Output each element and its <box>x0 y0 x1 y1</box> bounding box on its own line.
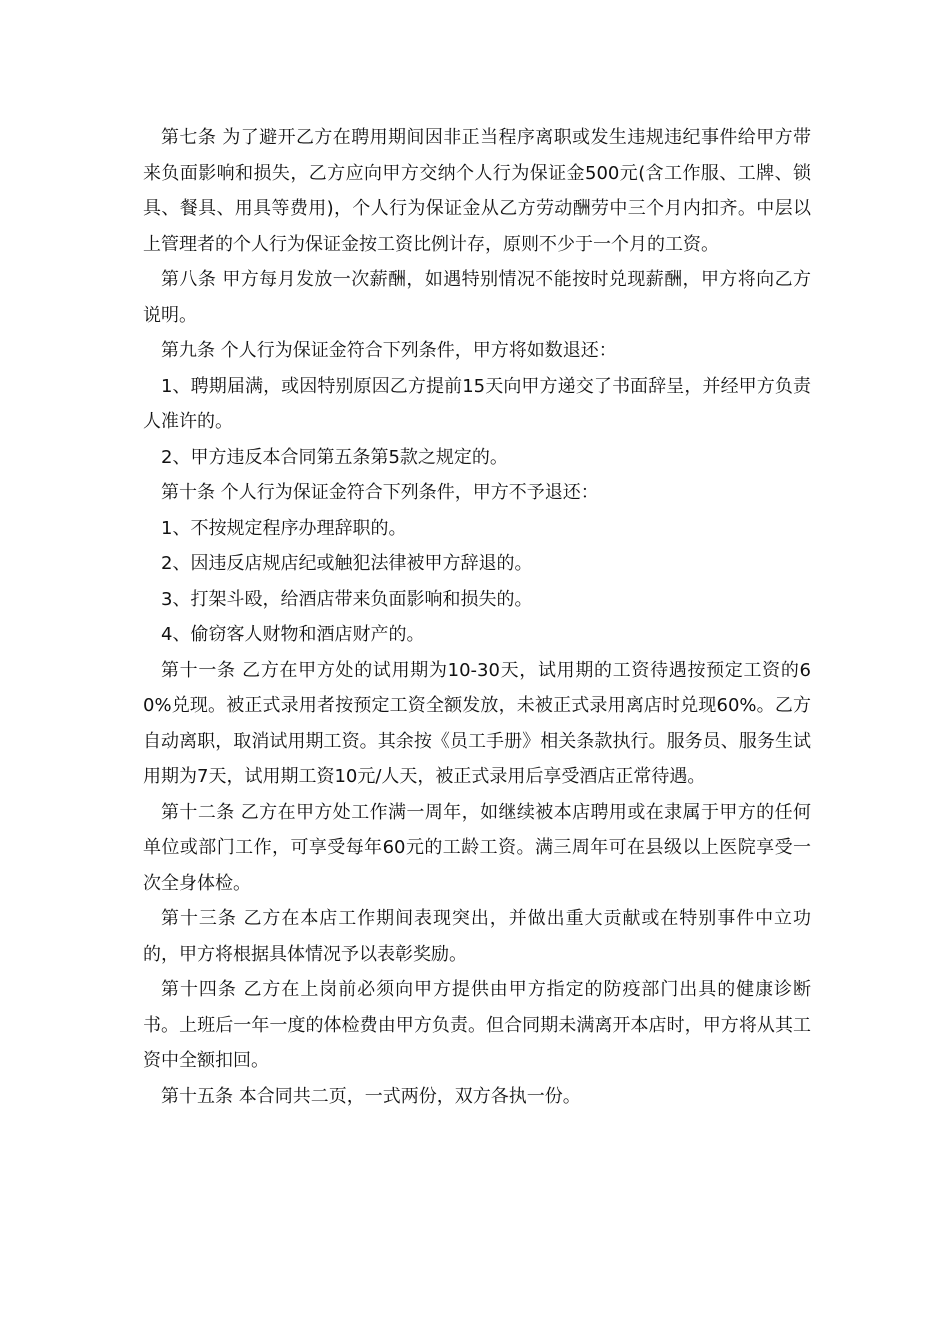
clause-10: 第十条 个人行为保证金符合下列条件，甲方不予退还： <box>161 482 599 503</box>
clause-11: 第十一条 乙方在甲方处的试用期为10-30天，试用期的工资待遇按预定工资的60%兑现。被正式录用者按预定工资全额发放，未被正式录用离店时兑现60%。乙方自动离职，取消试用期工资。其余按《员工手册》相关条款执行。服务员、服务生试用期为7天，试用期工资10元/人天，被正式录用后享受酒店正常待遇。 <box>143 659 811 787</box>
clause-8: 第八条 甲方每月发放一次薪酬，如遇特别情况不能按时兑现薪酬，甲方将向乙方说明。 <box>143 269 811 326</box>
clause-10-item-3: 3、打架斗殴，给酒店带来负面影响和损失的。 <box>161 588 533 610</box>
clause-10-item-4: 4、偷窃客人财物和酒店财产的。 <box>161 624 425 645</box>
contract-body <box>143 120 811 1114</box>
clause-10-item-1: 1、不按规定程序办理辞职的。 <box>161 517 407 539</box>
clause-14: 第十四条 乙方在上岗前必须向甲方提供由甲方指定的防疫部门出具的健康诊断书。上班后一年一度的体检费由甲方负责。但合同期未满离开本店时，甲方将从其工资中全额扣回。 <box>143 979 811 1071</box>
clause-9-item-2: 2、甲方违反本合同第五条第5款之规定的。 <box>161 446 508 468</box>
clause-7: 第七条 为了避开乙方在聘用期间因非正当程序离职或发生违规违纪事件给甲方带来负面影响和损失，乙方应向甲方交纳个人行为保证金500元(含工作服、工牌、锁具、餐具、用具等费用)，个人行为保证金从乙方劳动酬劳中三个月内扣齐。中层以上管理者的个人行为保证金按工资比例计存，原则不少于一个月的工资。 <box>143 127 811 255</box>
clause-13: 第十三条 乙方在本店工作期间表现突出，并做出重大贡献或在特别事件中立功的，甲方将根据具体情况予以表彰奖励。 <box>143 908 811 965</box>
clause-12: 第十二条 乙方在甲方处工作满一周年，如继续被本店聘用或在隶属于甲方的任何单位或部门工作，可享受每年60元的工龄工资。满三周年可在县级以上医院享受一次全身体检。 <box>143 801 811 894</box>
clause-10-item-2: 2、因违反店规店纪或触犯法律被甲方辞退的。 <box>161 553 533 574</box>
clause-9: 第九条 个人行为保证金符合下列条件，甲方将如数退还： <box>161 340 617 361</box>
clause-9-item-1: 1、聘期届满，或因特别原因乙方提前15天向甲方递交了书面辞呈，并经甲方负责人准许的。 <box>143 375 811 432</box>
clause-15: 第十五条 本合同共二页，一式两份，双方各执一份。 <box>161 1085 581 1107</box>
